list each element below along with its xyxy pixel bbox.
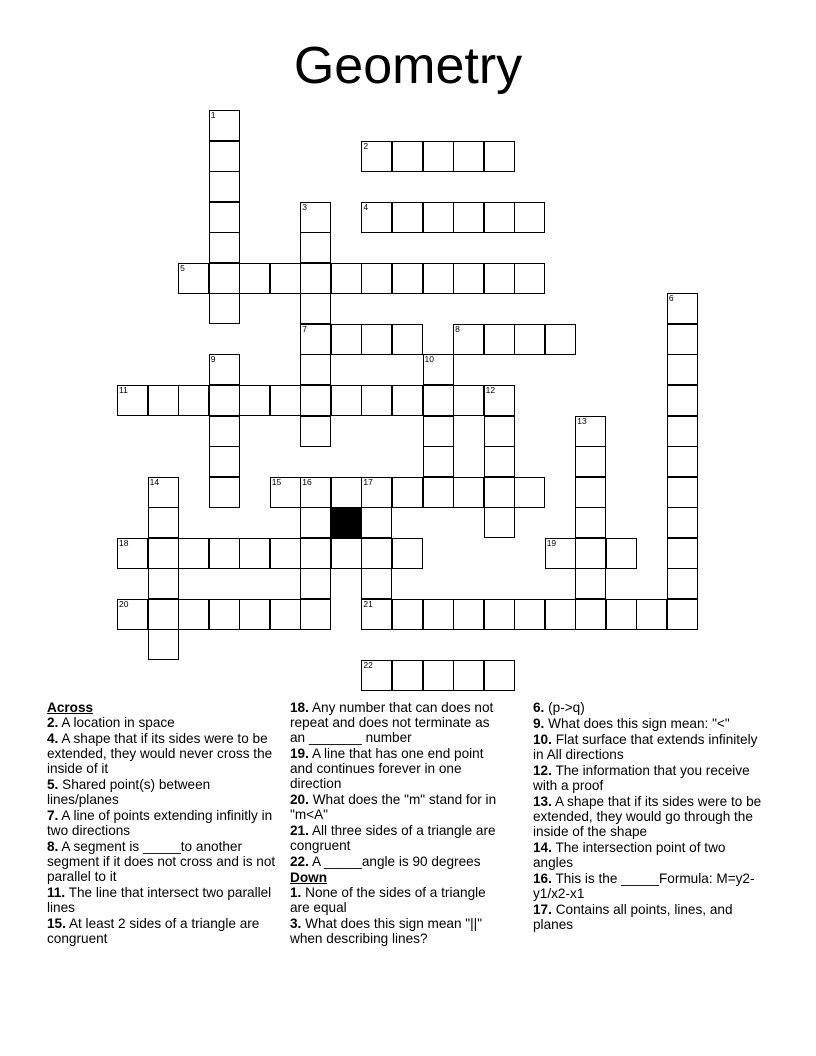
cell-number: 10 [424,354,434,365]
crossword-cell[interactable] [423,263,454,294]
crossword-cell[interactable] [331,263,362,294]
crossword-cell[interactable] [514,324,545,355]
cell-number: 17 [363,476,373,487]
clue-across: 4. A shape that if its sides were to be extended, they would never cross the inside of it [47,731,273,776]
crossword-cell[interactable] [361,599,392,630]
crossword-cell[interactable] [453,385,484,416]
crossword-cell[interactable] [484,324,515,355]
cell-number: 16 [302,476,312,487]
clue-across: 11. The line that intersect two parallel lines [47,885,272,915]
crossword-cell[interactable] [423,477,454,508]
crossword-cell[interactable] [453,477,484,508]
crossword-cell[interactable] [484,141,515,172]
clue-down: 10. Flat surface that extends infinitely in All directions [533,732,758,762]
crossword-cell[interactable] [667,416,698,447]
crossword-cell[interactable] [392,477,423,508]
clue-down: 17. Contains all points, lines, and planes [533,902,733,932]
clue-across: 5. Shared point(s) between lines/planes [47,777,211,807]
cell-number: 20 [119,598,129,609]
crossword-cell[interactable] [361,507,392,538]
crossword-cell[interactable] [361,263,392,294]
crossword-cell[interactable] [484,416,515,447]
crossword-cell[interactable] [117,599,148,630]
crossword-cell[interactable] [209,171,240,202]
crossword-cell[interactable] [300,538,331,569]
cell-number: 22 [363,659,373,670]
crossword-cell[interactable] [575,507,606,538]
crossword-cell[interactable] [300,263,331,294]
crossword-cell[interactable] [148,599,179,630]
crossword-cell[interactable] [575,477,606,508]
crossword-cell[interactable] [545,599,576,630]
crossword-cell[interactable] [300,324,331,355]
crossword-cell[interactable] [331,477,362,508]
crossword-cell[interactable] [453,324,484,355]
crossword-cell[interactable] [667,568,698,599]
cell-number: 8 [455,323,460,334]
crossword-cell[interactable] [209,202,240,233]
crossword-cell[interactable] [545,538,576,569]
crossword-cell[interactable] [178,538,209,569]
crossword-black-cell [331,507,362,538]
crossword-cell[interactable] [361,538,392,569]
crossword-cell[interactable] [392,324,423,355]
cell-number: 11 [119,384,128,395]
clue-across: 8. A segment is _____to another segment if it does not cross and is not parallel to it [47,839,276,884]
crossword-cell[interactable] [117,385,148,416]
clue-down: 16. This is the _____Formula: M=y2-y1/x2-x1 [533,871,755,901]
crossword-cell[interactable] [392,263,423,294]
crossword-cell[interactable] [484,202,515,233]
crossword-cell[interactable] [423,385,454,416]
cell-number: 1 [210,110,216,120]
crossword-cell[interactable] [667,599,698,630]
crossword-cell[interactable] [606,538,637,569]
crossword-cell[interactable] [545,324,576,355]
crossword-cell[interactable] [392,660,423,691]
crossword-cell[interactable] [117,538,148,569]
clue-down: 9. What does this sign mean: "<" [533,716,730,731]
crossword-cell[interactable] [667,477,698,508]
crossword-cell[interactable] [423,660,454,691]
crossword-cell[interactable] [667,385,698,416]
clue-across: 22. A _____angle is 90 degrees [290,854,481,869]
crossword-cell[interactable] [423,416,454,447]
crossword-cell[interactable] [361,385,392,416]
crossword-cell[interactable] [423,354,454,385]
clue-column-2 [290,700,508,947]
clue-column-3 [533,700,769,933]
crossword-cell[interactable] [392,385,423,416]
crossword-cell[interactable] [331,385,362,416]
crossword-cell[interactable] [453,599,484,630]
down-heading: Down [290,870,327,885]
crossword-cell[interactable] [361,141,392,172]
crossword-cell[interactable] [606,599,637,630]
crossword-cell[interactable] [484,599,515,630]
crossword-cell[interactable] [148,568,179,599]
crossword-cell[interactable] [484,660,515,691]
crossword-cell[interactable] [209,599,240,630]
crossword-cell[interactable] [667,324,698,355]
crossword-cell[interactable] [300,507,331,538]
crossword-cell[interactable] [514,202,545,233]
crossword-cell[interactable] [423,141,454,172]
clue-down: 13. A shape that if its sides were to be extended, they would go through the inside of the shape [533,794,762,839]
crossword-cell[interactable] [667,538,698,569]
crossword-cell[interactable] [270,477,301,508]
crossword-cell[interactable] [300,385,331,416]
crossword-cell[interactable] [361,477,392,508]
crossword-cell[interactable] [423,599,454,630]
crossword-cell[interactable] [667,293,698,324]
crossword-cell[interactable] [392,202,423,233]
crossword-cell[interactable] [148,629,179,660]
crossword-cell[interactable] [300,416,331,447]
cell-number: 18 [119,537,129,548]
cell-number: 12 [485,384,496,395]
crossword-cell[interactable] [392,141,423,172]
crossword-cell[interactable] [423,202,454,233]
cell-number: 7 [302,323,308,334]
crossword-cell[interactable] [453,660,484,691]
cell-number: 9 [210,354,216,365]
crossword-cell[interactable] [484,385,515,416]
crossword-cell[interactable] [300,477,331,508]
crossword-cell[interactable] [178,263,209,294]
puzzle-title: Geometry [293,37,523,95]
crossword-cell[interactable] [667,507,698,538]
cell-number: 6 [668,293,674,304]
cell-number: 3 [302,201,308,212]
crossword-cell[interactable] [575,446,606,477]
crossword-cell[interactable] [239,385,270,416]
clue-down: 12. The information that you receive with a proof [533,763,750,793]
crossword-cell[interactable] [178,385,209,416]
crossword-cell[interactable] [209,263,240,294]
crossword-cell[interactable] [453,202,484,233]
crossword-cell[interactable] [361,660,392,691]
crossword-cell[interactable] [575,538,606,569]
crossword-cell[interactable] [209,232,240,263]
crossword-cell[interactable] [239,263,270,294]
crossword-cell[interactable] [209,110,240,141]
clue-down: 14. The intersection point of two angles [533,840,726,870]
crossword-cell[interactable] [667,446,698,477]
crossword-cell[interactable] [270,599,301,630]
cell-number: 2 [363,140,369,151]
clue-across: 15. At least 2 sides of a triangle are congruent [47,916,260,946]
crossword-cell[interactable] [636,599,667,630]
cell-number: 4 [363,201,369,212]
crossword-cell[interactable] [514,477,545,508]
crossword-cell[interactable] [423,446,454,477]
crossword-cell[interactable] [361,202,392,233]
crossword-cell[interactable] [270,385,301,416]
cell-number: 21 [363,598,373,609]
cell-number: 19 [546,537,557,548]
clue-down: 3. What does this sign mean "||" when describing lines? [290,916,483,946]
crossword-cell[interactable] [148,477,179,508]
crossword-cell[interactable] [148,507,179,538]
crossword-cell[interactable] [575,568,606,599]
crossword-cell[interactable] [453,141,484,172]
crossword-cell[interactable] [178,599,209,630]
crossword-cell[interactable] [300,232,331,263]
crossword-cell[interactable] [514,263,545,294]
clue-across: 7. A line of points extending infinitly in two directions [47,808,273,838]
crossword-cell[interactable] [484,477,515,508]
clue-down: 1. None of the sides of a triangle are equal [290,885,486,915]
crossword-cell[interactable] [514,599,545,630]
crossword-cell[interactable] [484,507,515,538]
cell-number: 14 [149,476,160,487]
crossword-cell[interactable] [239,538,270,569]
crossword-cell[interactable] [148,385,179,416]
clue-down: 6. (p->q) [533,700,585,715]
clue-across: 20. What does the "m" stand for in "m<A" [290,792,497,822]
crossword-cell[interactable] [575,599,606,630]
crossword-cell[interactable] [209,446,240,477]
crossword-cell[interactable] [392,599,423,630]
cell-number: 15 [271,476,282,487]
crossword-cell[interactable] [484,446,515,477]
crossword-cell[interactable] [300,599,331,630]
crossword-cell[interactable] [209,416,240,447]
clue-across: 19. A line that has one end point and continues forever in one direction [290,746,484,791]
crossword-cell[interactable] [239,599,270,630]
cell-number: 5 [180,262,185,273]
crossword-cell[interactable] [300,202,331,233]
crossword-cell[interactable] [270,263,301,294]
across-heading: Across [47,700,94,715]
crossword-cell[interactable] [300,293,331,324]
crossword-cell[interactable] [575,416,606,447]
crossword-cell[interactable] [361,324,392,355]
crossword-cell[interactable] [667,354,698,385]
crossword-cell[interactable] [209,141,240,172]
crossword-cell[interactable] [300,568,331,599]
crossword-cell[interactable] [148,538,179,569]
crossword-cell[interactable] [300,354,331,385]
crossword-cell[interactable] [331,538,362,569]
crossword-cell[interactable] [209,293,240,324]
crossword-cell[interactable] [209,354,240,385]
crossword-cell[interactable] [331,324,362,355]
crossword-cell[interactable] [453,263,484,294]
cell-number: 13 [577,415,587,426]
crossword-cell[interactable] [484,263,515,294]
clue-across: 2. A location in space [47,715,175,730]
crossword-cell[interactable] [209,477,240,508]
crossword-cell[interactable] [392,538,423,569]
clue-across: 18. Any number that can does not repeat and does not terminate as an _______ number [290,700,494,745]
crossword-cell[interactable] [361,568,392,599]
clue-across: 21. All three sides of a triangle are congruent [290,823,496,853]
crossword-cell[interactable] [209,385,240,416]
crossword-cell[interactable] [209,538,240,569]
clue-column-1 [47,700,279,947]
crossword-cell[interactable] [270,538,301,569]
